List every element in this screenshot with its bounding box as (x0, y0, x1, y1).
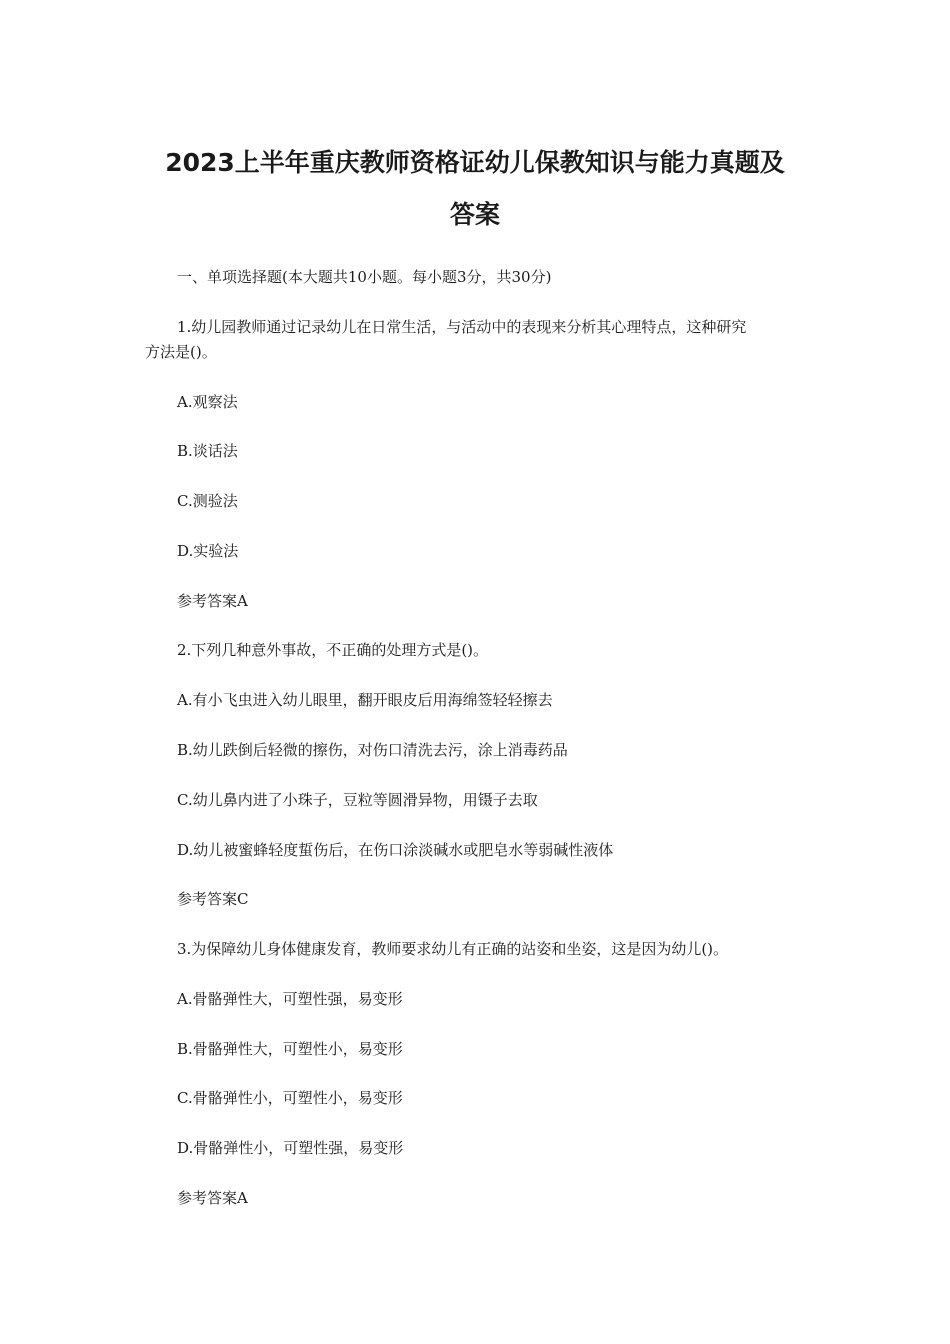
question-3-option-b: B.骨骼弹性大，可塑性小，易变形 (177, 1040, 403, 1058)
question-1-stem-line-2: 方法是()。 (145, 343, 217, 361)
question-2-option-d: D.幼儿被蜜蜂轻度蜇伤后，在伤口涂淡碱水或肥皂水等弱碱性液体 (177, 841, 614, 859)
question-1-option-a: A.观察法 (177, 393, 238, 411)
question-1-option-b: B.谈话法 (177, 442, 238, 460)
question-2-option-b: B.幼儿跌倒后轻微的擦伤，对伤口清洗去污，涂上消毒药品 (177, 741, 568, 759)
question-2-option-a: A.有小飞虫进入幼儿眼里，翻开眼皮后用海绵签轻轻擦去 (177, 691, 553, 709)
question-1-option-c: C.测验法 (177, 492, 238, 510)
question-3-option-d: D.骨骼弹性小，可塑性强，易变形 (177, 1139, 404, 1157)
question-3-option-c: C.骨骼弹性小，可塑性小，易变形 (177, 1089, 403, 1107)
question-1-stem-line-1: 1.幼儿园教师通过记录幼儿在日常生活，与活动中的表现来分析其心理特点，这种研究 (177, 318, 747, 336)
document-title-line-2: 答案 (449, 200, 500, 229)
question-3-stem: 3.为保障幼儿身体健康发育，教师要求幼儿有正确的站姿和坐姿，这是因为幼儿()。 (177, 940, 729, 958)
question-2-answer: 参考答案C (177, 890, 249, 908)
question-2-stem: 2.下列几种意外事故，不正确的处理方式是()。 (177, 641, 489, 659)
question-3-answer: 参考答案A (177, 1189, 248, 1207)
question-1-option-d: D.实验法 (177, 542, 239, 560)
document-title-line-1: 2023上半年重庆教师资格证幼儿保教知识与能力真题及 (165, 148, 785, 177)
section-heading: 一、单项选择题(本大题共10小题。每小题3分，共30分) (177, 268, 552, 286)
question-2-option-c: C.幼儿鼻内进了小珠子，豆粒等圆滑异物，用镊子去取 (177, 791, 538, 809)
question-3-option-a: A.骨骼弹性大，可塑性强，易变形 (177, 990, 403, 1008)
question-1-answer: 参考答案A (177, 592, 248, 610)
